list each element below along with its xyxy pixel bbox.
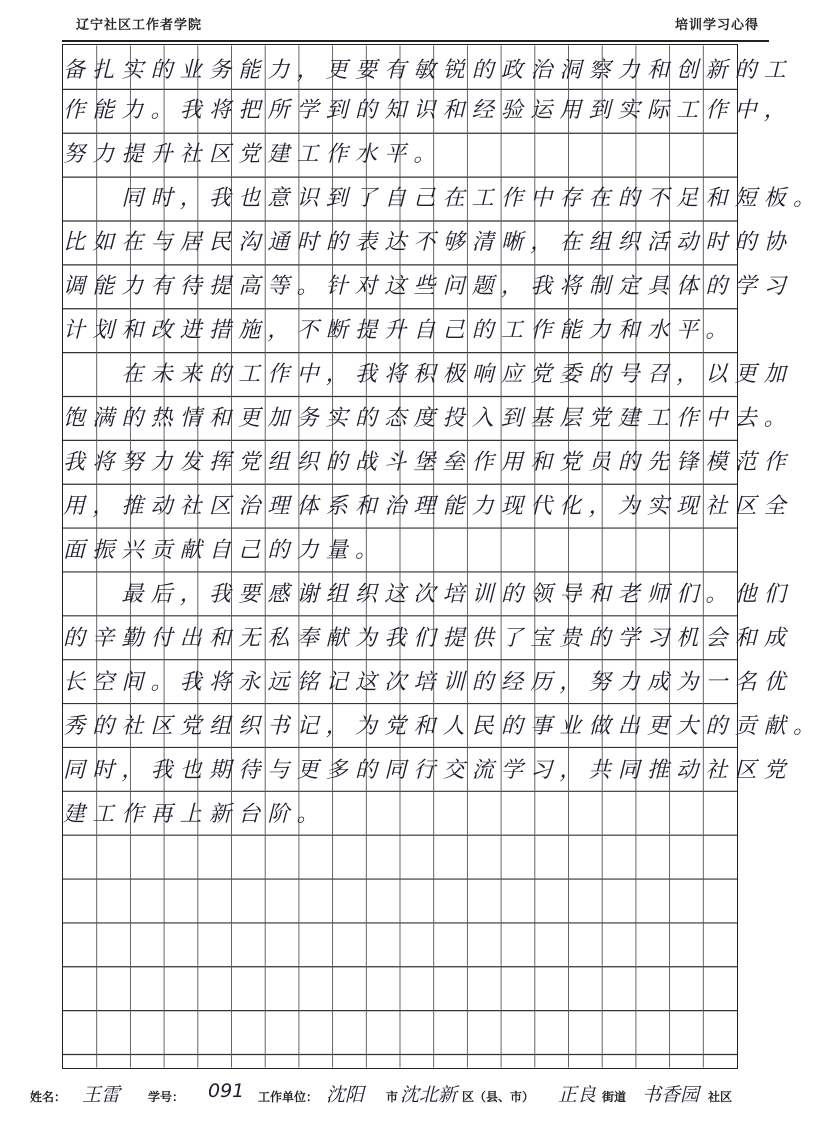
- text-line: 我将努力发挥党组织的战斗堡垒作用和党员的先锋模范作: [63, 450, 794, 475]
- community-value: 书香园: [642, 1084, 700, 1106]
- city-label: 市: [386, 1090, 399, 1104]
- text-line: 同时，我也期待与更多的同行交流学习，共同推动社区党: [63, 758, 794, 783]
- text-line: 调能力有待提高等。针对这些问题，我将制定具体的学习: [63, 274, 794, 299]
- writing-grid-sheet: [62, 44, 822, 1069]
- street-label: 街道: [602, 1090, 627, 1104]
- text-line: 同时，我也意识到了自己在工作中存在的不足和短板。: [63, 186, 822, 211]
- student-id-value: 091: [208, 1080, 245, 1102]
- district-value: 沈北新: [400, 1084, 458, 1106]
- document-type-header: 培训学习心得: [674, 18, 759, 33]
- text-line: 作能力。我将把所学到的知识和经验运用到实际工作中，: [63, 98, 794, 123]
- text-line: 秀的社区党组织书记，为党和人民的事业做出更大的贡献。: [63, 714, 822, 739]
- name-value: 王雷: [82, 1084, 121, 1106]
- text-line: 面振兴贡献自己的力量。: [63, 538, 385, 563]
- text-line: 努力提升社区党建工作水平。: [63, 142, 443, 167]
- institution-header: 辽宁社区工作者学院: [76, 18, 203, 33]
- text-line: 长空间。我将永远铭记这次培训的经历，努力成为一名优: [63, 670, 794, 695]
- text-line: 比如在与居民沟通时的表达不够清晰，在组织活动时的协: [63, 230, 794, 255]
- header-rule: [62, 40, 769, 42]
- city-value: 沈阳: [326, 1084, 365, 1106]
- text-line: 的辛勤付出和无私奉献为我们提供了宝贵的学习机会和成: [63, 626, 794, 651]
- student-id-label: 学号：: [148, 1090, 185, 1104]
- student-info-footer: [30, 1080, 770, 1108]
- text-line: 在未来的工作中，我将积极响应党委的号召，以更加: [63, 362, 794, 387]
- district-label: 区（县、市）: [462, 1090, 535, 1104]
- community-label: 社区: [708, 1090, 733, 1104]
- street-value: 正良: [558, 1084, 597, 1106]
- text-line: 计划和改进措施，不断提升自己的工作能力和水平。: [63, 318, 735, 343]
- text-line: 备扎实的业务能力，更要有敏锐的政治洞察力和创新的工: [63, 58, 794, 83]
- name-label: 姓名：: [30, 1090, 67, 1104]
- text-line: 最后，我要感谢组织这次培训的领导和老师们。他们: [63, 582, 794, 607]
- text-line: 用，推动社区治理体系和治理能力现代化，为实现社区全: [63, 494, 794, 519]
- work-unit-label: 工作单位：: [258, 1090, 319, 1104]
- text-line: 饱满的热情和更加务实的态度投入到基层党建工作中去。: [63, 406, 794, 431]
- text-line: 建工作再上新台阶。: [63, 802, 326, 827]
